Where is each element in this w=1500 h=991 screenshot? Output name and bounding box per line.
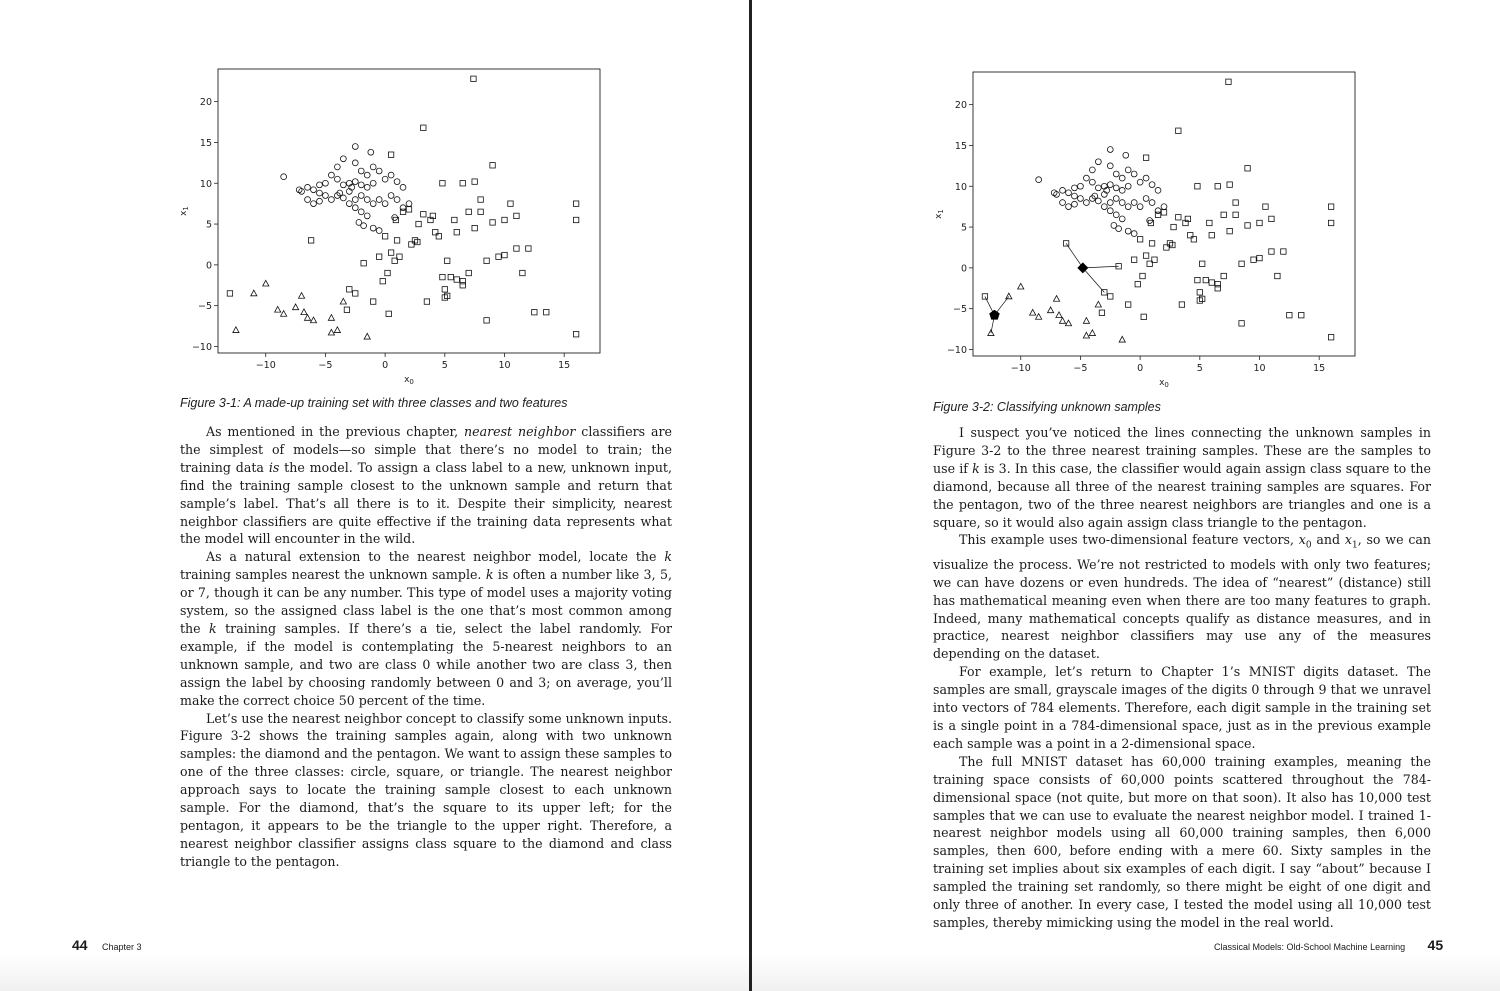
circle-point: [311, 187, 317, 193]
triangle-point: [328, 329, 334, 335]
square-point: [520, 270, 525, 275]
circle-point: [376, 228, 382, 234]
page-number: 45: [1427, 937, 1444, 953]
circle-point: [1107, 147, 1113, 153]
square-point: [388, 250, 393, 255]
square-point: [1328, 204, 1333, 209]
square-point: [386, 311, 391, 316]
square-point: [1281, 249, 1286, 254]
y-tick-label: 0: [205, 260, 212, 272]
circle-point: [1078, 183, 1084, 189]
body-paragraph: I suspect you’ve noticed the lines connecting the unknown samples in Figure 3-2 to the three nearest training samples. These are the samples to use if k is 3. In this case, the classifier would again assign class square to the diamond, because all three of the nearest training samples are squares. For the pentagon, two of the three nearest neighbors are triangles and one is a square, so it would also again assign class triangle to the pentagon.: [933, 425, 1431, 530]
x-tick-label: −5: [318, 360, 333, 371]
square-point: [1215, 281, 1220, 286]
square-point: [1328, 220, 1333, 225]
triangle-point: [281, 311, 287, 317]
circle-point: [370, 180, 376, 186]
circle-point: [1143, 196, 1149, 202]
circle-point: [1095, 159, 1101, 165]
neighbor-line: [1066, 243, 1083, 267]
circle-point: [281, 174, 287, 180]
circle-point: [1060, 200, 1066, 206]
unknown-pentagon-point: [989, 310, 999, 320]
circle-point: [364, 197, 370, 203]
circle-point: [340, 156, 346, 162]
square-point: [1131, 257, 1136, 262]
circle-point: [376, 197, 382, 203]
circle-point: [1119, 187, 1125, 193]
square-point: [424, 299, 429, 304]
body-paragraph: As a natural extension to the nearest neighbor model, locate the k training samples nearest the unknown sample. k is often a number like 3, 5, or 7, though it can be any number. This type of model uses a majority voting system, so the assigned class label is the one that’s most common among the k training samples. If there’s a tie, select the label randomly. For example, if the model is contemplating the 5-nearest neighbors to an unknown sample, and two are class 0 while another two are class 3, then assign the label by choosing randomly between 0 and 3; on average, you’ll make the correct choice 50 percent of the time.: [180, 549, 672, 708]
square-point: [1233, 200, 1238, 205]
triangle-point: [328, 315, 334, 321]
square-point: [1140, 273, 1145, 278]
square-point: [472, 179, 477, 184]
y-tick-label: 15: [199, 137, 212, 149]
circle-point: [317, 190, 323, 196]
circle-point: [352, 205, 358, 211]
circle-point: [358, 193, 364, 199]
circle-point: [1131, 171, 1137, 177]
circle-point: [317, 182, 323, 188]
circle-point: [329, 197, 335, 203]
y-tick-label: 5: [205, 219, 212, 231]
circle-point: [388, 193, 394, 199]
square-point: [1125, 302, 1130, 307]
circle-point: [352, 144, 358, 150]
square-point: [370, 299, 375, 304]
circle-point: [1066, 190, 1072, 196]
square-point: [1251, 257, 1256, 262]
y-tick-label: 15: [954, 140, 967, 152]
unknown-diamond-point: [1077, 262, 1088, 273]
square-point: [406, 207, 411, 212]
square-point: [1141, 314, 1146, 319]
square-point: [1245, 223, 1250, 228]
circle-point: [376, 168, 382, 174]
y-tick-label: 10: [954, 181, 967, 193]
y-tick-label: −10: [946, 344, 967, 356]
square-point: [1227, 182, 1232, 187]
circle-point: [305, 197, 311, 203]
triangle-point: [340, 298, 346, 304]
bottom-shadow: [0, 953, 1500, 991]
circle-point: [1113, 185, 1119, 191]
square-point: [344, 307, 349, 312]
circle-point: [1089, 167, 1095, 173]
triangle-point: [1036, 314, 1042, 320]
square-point: [478, 209, 483, 214]
circle-point: [346, 201, 352, 207]
triangle-point: [310, 317, 316, 323]
triangle-point: [1119, 336, 1125, 342]
x-tick-label: −10: [255, 360, 276, 371]
circle-point: [394, 197, 400, 203]
circle-point: [358, 209, 364, 215]
square-point: [1287, 312, 1292, 317]
square-point: [472, 225, 477, 230]
circle-point: [400, 205, 406, 211]
circle-point: [1143, 175, 1149, 181]
square-point: [1239, 321, 1244, 326]
circle-point: [1131, 200, 1137, 206]
circle-point: [394, 179, 400, 185]
circle-point: [368, 149, 374, 155]
circle-point: [311, 201, 317, 207]
circle-point: [361, 223, 367, 229]
square-point: [573, 201, 578, 206]
circle-point: [1072, 185, 1078, 191]
triangle-point: [1006, 293, 1012, 299]
body-paragraph: For example, let’s return to Chapter 1’s MNIST digits dataset. The samples are small, grayscale images of the digits 0 through 9 that we unravel into vectors of 784 elements. Therefore, each digit sample in the training set is a single point in a 784-dimensional space, just as in the previous example each sample was a point in a 2-dimensional space.: [933, 664, 1431, 751]
square-point: [1207, 220, 1212, 225]
square-point: [1171, 224, 1176, 229]
square-point: [1269, 249, 1274, 254]
circle-point: [1125, 183, 1131, 189]
circle-point: [1036, 177, 1042, 183]
square-point: [1203, 277, 1208, 282]
circle-point: [1149, 182, 1155, 188]
x-tick-label: −10: [1010, 363, 1031, 374]
circle-point: [1137, 204, 1143, 210]
triangle-point: [233, 327, 239, 333]
square-point: [1200, 261, 1205, 266]
square-point: [1275, 273, 1280, 278]
circle-point: [1113, 171, 1119, 177]
body-paragraph: This example uses two-dimensional feature vectors, $x_0$ and $x_1$, so we can visualize the process. We’re not restricted to models with only two features; we can have dozens or even hundreds. The idea of “nearest” (distance) still has mathematical meaning even when there are too many features to graph. Indeed, many mathematical concepts qualify as distance measures, and in practice, nearest neighbor classifiers may use any of the measures depending on the dataset.: [933, 532, 1431, 662]
square-point: [1135, 281, 1140, 286]
square-point: [460, 283, 465, 288]
figure-3-1-caption: Figure 3-1: A made-up training set with three classes and two features: [180, 396, 568, 410]
y-tick-label: 10: [199, 178, 212, 190]
circle-point: [1137, 179, 1143, 185]
square-point: [1164, 245, 1169, 250]
triangle-point: [1018, 283, 1024, 289]
body-paragraph: As mentioned in the previous chapter, nearest neighbor classifiers are the simplest of models—so simple that there’s no model to train; the training data is the model. To assign a class label to a new, unknown input, find the training sample closest to the unknown sample and return that sample’s label. That’s all there is to it. Despite their simplicity, nearest neighbor classifiers are quite effective if the training data represents what the model will encounter in the wild.: [180, 424, 672, 547]
circle-point: [1149, 200, 1155, 206]
square-point: [1108, 294, 1113, 299]
circle-point: [370, 201, 376, 207]
square-point: [1191, 237, 1196, 242]
circle-point: [334, 164, 340, 170]
neighbor-line: [1083, 268, 1104, 292]
circle-point: [388, 172, 394, 178]
circle-point: [317, 198, 323, 204]
circle-point: [334, 193, 340, 199]
circle-point: [1060, 187, 1066, 193]
circle-point: [1084, 175, 1090, 181]
square-point: [466, 270, 471, 275]
square-point: [436, 234, 441, 239]
page-number: 44: [72, 937, 88, 953]
training-points: [982, 79, 1334, 342]
square-point: [544, 309, 549, 314]
circle-point: [1119, 200, 1125, 206]
square-point: [1176, 128, 1181, 133]
triangle-point: [263, 280, 269, 286]
circle-point: [1123, 152, 1129, 158]
triangle-point: [364, 333, 370, 339]
triangle-point: [304, 315, 310, 321]
running-head: Classical Models: Old-School Machine Learning: [1214, 942, 1406, 952]
square-point: [1233, 212, 1238, 217]
circle-point: [334, 176, 340, 182]
x-axis-label: $x_0$: [404, 375, 414, 386]
square-point: [490, 163, 495, 168]
square-point: [1209, 233, 1214, 238]
square-point: [442, 287, 447, 292]
square-point: [421, 125, 426, 130]
square-point: [460, 181, 465, 186]
y-tick-label: 20: [954, 100, 967, 112]
circle-point: [1089, 196, 1095, 202]
square-point: [478, 197, 483, 202]
circle-point: [364, 213, 370, 219]
square-point: [416, 221, 421, 226]
square-point: [1209, 280, 1214, 285]
square-point: [502, 217, 507, 222]
circle-point: [370, 225, 376, 231]
square-point: [1149, 241, 1154, 246]
circle-point: [1101, 204, 1107, 210]
square-point: [1215, 286, 1220, 291]
running-head: Chapter 3: [102, 942, 142, 952]
triangle-point: [301, 309, 307, 315]
square-point: [1197, 290, 1202, 295]
circle-point: [1072, 193, 1078, 199]
circle-point: [406, 201, 412, 207]
square-point: [508, 201, 513, 206]
square-point: [514, 246, 519, 251]
square-point: [1239, 261, 1244, 266]
square-point: [1221, 273, 1226, 278]
square-point: [448, 274, 453, 279]
square-point: [1161, 210, 1166, 215]
left-body-text: [180, 423, 672, 871]
triangle-point: [1053, 296, 1059, 302]
triangle-point: [1083, 332, 1089, 338]
x-tick-label: 15: [558, 360, 571, 371]
triangle-point: [1059, 318, 1065, 324]
square-point: [496, 254, 501, 259]
circle-point: [1131, 231, 1137, 237]
circle-point: [1119, 216, 1125, 222]
square-point: [573, 332, 578, 337]
square-point: [440, 181, 445, 186]
figure-3-2-scatter-plot: [925, 65, 1365, 395]
circle-point: [1072, 201, 1078, 207]
square-point: [227, 291, 232, 296]
square-point: [1215, 184, 1220, 189]
circle-point: [400, 184, 406, 190]
circle-point: [305, 184, 311, 190]
square-point: [433, 230, 438, 235]
circle-point: [1078, 196, 1084, 202]
square-point: [1176, 215, 1181, 220]
triangle-point: [1083, 318, 1089, 324]
square-point: [1227, 228, 1232, 233]
square-point: [440, 274, 445, 279]
square-point: [1143, 155, 1148, 160]
y-axis-label: $x_1$: [179, 206, 190, 216]
square-point: [573, 217, 578, 222]
circle-point: [1113, 196, 1119, 202]
circle-point: [358, 182, 364, 188]
triangle-point: [298, 293, 304, 299]
neighbor-line: [1083, 266, 1119, 268]
triangle-point: [1030, 309, 1036, 315]
circle-point: [352, 160, 358, 166]
x-tick-label: 10: [498, 360, 511, 371]
square-point: [353, 291, 358, 296]
x-tick-label: 0: [382, 360, 389, 371]
circle-point: [370, 164, 376, 170]
y-tick-label: 20: [199, 97, 212, 109]
circle-point: [364, 184, 370, 190]
x-tick-label: 0: [1137, 363, 1144, 374]
circle-point: [323, 193, 329, 199]
square-point: [1099, 310, 1104, 315]
square-point: [460, 278, 465, 283]
square-point: [1263, 204, 1268, 209]
triangle-point: [1089, 330, 1095, 336]
square-point: [1137, 237, 1142, 242]
circle-point: [1125, 167, 1131, 173]
circle-point: [1107, 182, 1113, 188]
body-paragraph: Let’s use the nearest neighbor concept to classify some unknown inputs. Figure 3-2 shows the training samples again, along with two unknown samples: the diamond and the pentagon. We want to assign these samples to one of the three classes: circle, square, or triangle. The nearest neighbor approach says to locate the training sample closest to each unknown sample. For the diamond, that’s the square to its upper left; for the pentagon, it appears to be the triangle to the upper right. Therefore, a nearest neighbor classifier assigns class square to the diamond and class triangle to the pentagon.: [180, 710, 672, 869]
circle-point: [340, 182, 346, 188]
x-tick-label: 5: [1196, 363, 1203, 374]
y-axis-label: $x_1$: [934, 209, 945, 219]
y-tick-label: −10: [191, 341, 212, 353]
square-point: [484, 318, 489, 323]
x-tick-label: 15: [1313, 363, 1326, 374]
circle-point: [1089, 179, 1095, 185]
triangle-point: [1056, 312, 1062, 318]
y-tick-label: 0: [960, 263, 967, 275]
x-tick-label: 10: [1253, 363, 1266, 374]
body-paragraph: The full MNIST dataset has 60,000 training examples, meaning the training space consists of 60,000 points scattered throughout the 784-dimensional space (not quite, but more on that soon). It also has 10,000 test samples that we can use to evaluate the nearest neighbor model. I trained 1-nearest neighbor models using all 60,000 training samples, then 6,000 samples, then 600, before ending with a mere 60. Sixty samples in the training set implies about six examples of each digit. I say “about” because I sampled the training set randomly, so there might be eight of one digit and only three of another. In every case, I tested the model using all 10,000 test samples, thereby mimicking using the model in the real world.: [933, 753, 1431, 930]
circle-point: [1092, 193, 1098, 199]
square-point: [1328, 335, 1333, 340]
x-tick-label: −5: [1073, 363, 1088, 374]
right-page: [752, 0, 1500, 991]
circle-point: [1113, 212, 1119, 218]
circle-point: [1161, 204, 1167, 210]
circle-point: [337, 190, 343, 196]
square-point: [1245, 166, 1250, 171]
square-point: [380, 278, 385, 283]
triangle-point: [292, 304, 298, 310]
circle-point: [352, 197, 358, 203]
x-axis-label: $x_0$: [1159, 378, 1169, 389]
square-point: [1257, 255, 1262, 260]
square-point: [514, 213, 519, 218]
circle-point: [1107, 163, 1113, 169]
square-point: [409, 242, 414, 247]
square-point: [484, 258, 489, 263]
circle-point: [1084, 200, 1090, 206]
y-tick-label: −5: [952, 304, 967, 316]
scatter-svg: [170, 62, 610, 392]
circle-point: [329, 172, 335, 178]
square-point: [526, 246, 531, 251]
triangle-point: [1095, 301, 1101, 307]
square-point: [1195, 277, 1200, 282]
y-tick-label: 5: [960, 222, 967, 234]
square-point: [502, 252, 507, 257]
figure-3-2-caption: Figure 3-2: Classifying unknown samples: [933, 400, 1161, 414]
square-point: [361, 261, 366, 266]
square-point: [1226, 79, 1231, 84]
square-point: [454, 277, 459, 282]
circle-point: [1125, 204, 1131, 210]
triangle-point: [1065, 320, 1071, 326]
square-point: [385, 270, 390, 275]
circle-point: [352, 179, 358, 185]
right-body-text: [933, 424, 1431, 932]
square-point: [445, 258, 450, 263]
square-point: [1195, 184, 1200, 189]
circle-point: [1119, 175, 1125, 181]
circle-point: [1155, 208, 1161, 214]
square-point: [347, 287, 352, 292]
x-tick-label: 5: [441, 360, 448, 371]
training-points: [227, 76, 579, 339]
square-point: [308, 238, 313, 243]
figure-3-1-scatter-plot: [170, 62, 610, 392]
square-point: [466, 209, 471, 214]
circle-point: [1066, 204, 1072, 210]
circle-point: [1125, 228, 1131, 234]
y-tick-label: −5: [197, 301, 212, 313]
circle-point: [1095, 185, 1101, 191]
circle-point: [358, 168, 364, 174]
square-point: [490, 220, 495, 225]
circle-point: [1116, 226, 1122, 232]
square-point: [382, 234, 387, 239]
circle-point: [323, 180, 329, 186]
circle-point: [1107, 200, 1113, 206]
square-point: [388, 152, 393, 157]
square-point: [1221, 212, 1226, 217]
triangle-point: [251, 290, 257, 296]
triangle-point: [275, 306, 281, 312]
circle-point: [382, 176, 388, 182]
square-point: [1179, 302, 1184, 307]
square-point: [1299, 312, 1304, 317]
triangle-point: [334, 327, 340, 333]
square-point: [452, 217, 457, 222]
square-point: [1257, 220, 1262, 225]
circle-point: [1107, 208, 1113, 214]
triangle-point: [1047, 307, 1053, 313]
square-point: [1188, 233, 1193, 238]
square-point: [1269, 216, 1274, 221]
square-point: [454, 230, 459, 235]
circle-point: [364, 172, 370, 178]
square-point: [1143, 253, 1148, 258]
square-point: [471, 76, 476, 81]
square-point: [532, 309, 537, 314]
scatter-svg: [925, 65, 1365, 395]
square-point: [421, 212, 426, 217]
circle-point: [1155, 187, 1161, 193]
circle-point: [382, 201, 388, 207]
square-point: [376, 254, 381, 259]
square-point: [394, 238, 399, 243]
